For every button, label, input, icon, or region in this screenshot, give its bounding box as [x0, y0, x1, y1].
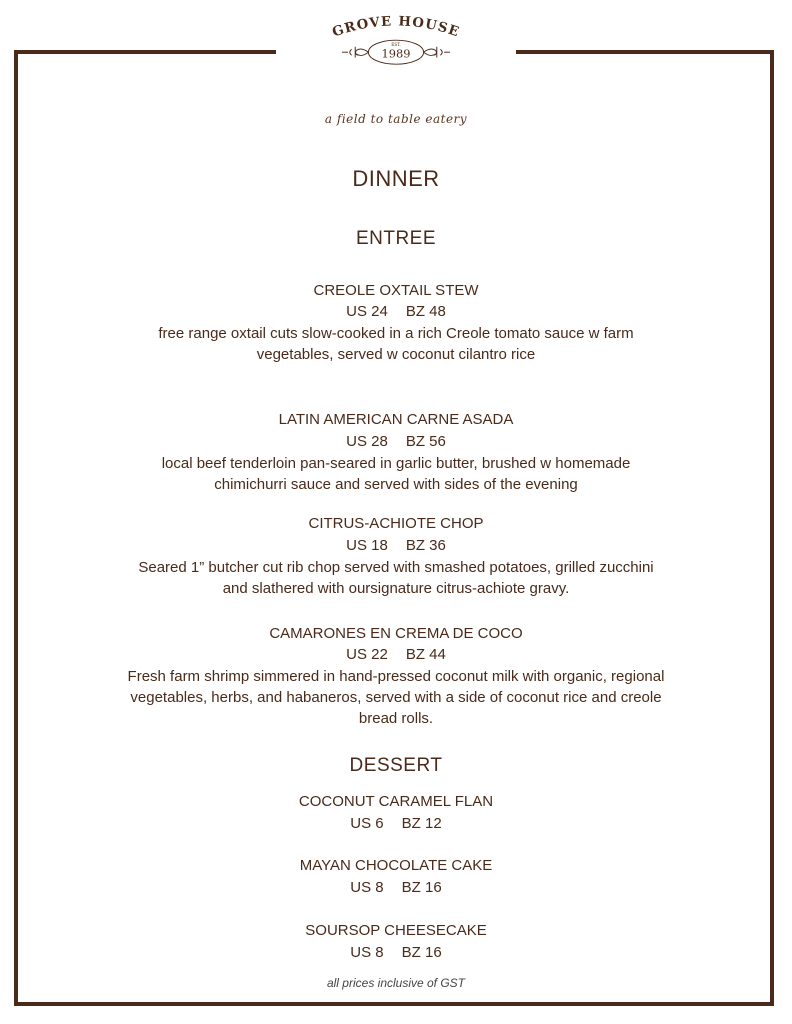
est-label: EST. — [391, 42, 401, 48]
menu-title: DINNER — [352, 166, 440, 191]
description-line: vegetables, herbs, and habaneros, served with a side of coconut rice and creole — [130, 689, 662, 706]
entree-price — [60, 432, 732, 452]
entree-price — [60, 302, 732, 322]
description-line: Seared 1” butcher cut rib chop served with smashed potatoes, grilled zucchini — [138, 559, 654, 576]
description-line: free range oxtail cuts slow-cooked in a rich Creole tomato sauce w farm — [158, 325, 634, 342]
entree-description — [80, 453, 712, 495]
brand-tagline: a field to table eatery — [324, 112, 468, 126]
grove-house-logo — [276, 12, 516, 134]
price-bz: BZ 48 — [405, 303, 446, 320]
left-flourish-icon — [342, 47, 368, 58]
entree-description — [80, 666, 712, 729]
price-us: US 18 — [346, 537, 388, 554]
description-line: chimichurri sauce and served with sides of the evening — [214, 476, 578, 493]
dessert-price — [60, 878, 732, 898]
est-year: 1989 — [381, 46, 411, 61]
price-us: US 22 — [346, 646, 388, 663]
description-line: local beef tenderloin pan-seared in garlic butter, brushed w homemade — [161, 455, 631, 472]
entree-heading: ENTREE — [355, 228, 437, 249]
price-bz: BZ 56 — [405, 433, 446, 450]
dessert-name: MAYAN CHOCOLATE CAKE — [299, 857, 493, 874]
price-bz: BZ 16 — [401, 944, 442, 961]
description-line: vegetables, served w coconut cilantro rice — [256, 346, 536, 363]
svg-text:GROVE HOUSE — [331, 14, 462, 40]
price-bz: BZ 44 — [405, 646, 446, 663]
description-line: and slathered with oursignature citrus-achiote gravy. — [222, 580, 570, 597]
description-line: Fresh farm shrimp simmered in hand-pressed coconut milk with organic, regional — [127, 668, 665, 685]
entree-description — [80, 557, 712, 599]
right-flourish-icon — [424, 47, 450, 58]
entree-description — [80, 323, 712, 365]
price-bz: BZ 16 — [401, 879, 442, 896]
description-line: bread rolls. — [358, 710, 434, 727]
logo-emblem — [276, 12, 516, 72]
price-bz: BZ 12 — [401, 815, 442, 832]
price-footnote: all prices inclusive of GST — [326, 976, 466, 990]
dessert-name: SOURSOP CHEESECAKE — [305, 922, 487, 939]
price-us: US 8 — [350, 944, 384, 961]
dessert-name: COCONUT CARAMEL FLAN — [298, 793, 494, 810]
entree-name: CREOLE OXTAIL STEW — [313, 282, 479, 299]
entree-name: LATIN AMERICAN CARNE ASADA — [278, 411, 514, 428]
dessert-price — [60, 943, 732, 963]
brand-name: GROVE HOUSE — [330, 14, 462, 41]
price-bz: BZ 36 — [405, 537, 446, 554]
entree-price — [60, 536, 732, 556]
entree-price — [60, 645, 732, 665]
price-us: US 24 — [346, 303, 388, 320]
dessert-price — [60, 814, 732, 834]
price-us: US 8 — [350, 879, 384, 896]
dessert-heading: DESSERT — [349, 755, 443, 776]
entree-name: CAMARONES EN CREMA DE COCO — [269, 625, 523, 642]
price-us: US 6 — [350, 815, 384, 832]
entree-name: CITRUS-ACHIOTE CHOP — [308, 515, 484, 532]
price-us: US 28 — [346, 433, 388, 450]
